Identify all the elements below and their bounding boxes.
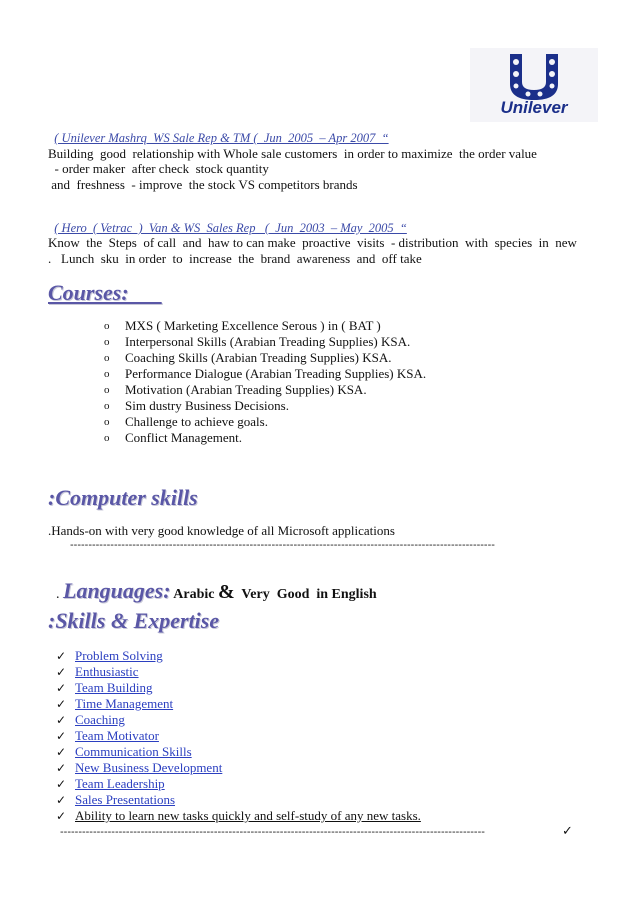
list-item: [56, 728, 421, 744]
list-item: [56, 696, 421, 712]
skill-link[interactable]: Sales Presentations: [75, 792, 176, 807]
bullet-icon: o: [104, 416, 110, 428]
skill-link[interactable]: Problem Solving: [75, 648, 163, 663]
bullet-icon: o: [104, 336, 110, 348]
list-item: [104, 334, 426, 350]
course-label: Interpersonal Skills (Arabian Treading Supplies) KSA.: [125, 334, 411, 349]
checkmark-icon: ✓: [56, 745, 67, 759]
checkmark-icon: ✓: [562, 824, 573, 839]
course-label: Motivation (Arabian Treading Supplies) KSA.: [125, 382, 367, 397]
job-desc-line: Building good relationship with Whole sale customers in order to maximize the order value: [48, 146, 537, 161]
checkmark-icon: ✓: [56, 761, 67, 775]
languages-prefix: .: [56, 587, 63, 602]
job-desc-line: Know the Steps of call and haw to can make proactive visits - distribution with species in new: [48, 235, 577, 250]
list-item: [104, 430, 426, 446]
skills-list: [56, 648, 421, 824]
bullet-icon: o: [104, 320, 110, 332]
job-desc-line: - order maker after check stock quantity: [48, 161, 269, 176]
list-item: [104, 318, 426, 334]
unilever-logo: [470, 48, 598, 122]
bullet-icon: o: [104, 432, 110, 444]
languages-line: [48, 560, 377, 604]
list-item: [56, 808, 421, 824]
course-label: Sim dustry Business Decisions.: [125, 398, 289, 413]
job-desc-line: . Lunch sku in order to increase the brand awareness and off take: [48, 251, 422, 266]
languages-heading: Languages:: [63, 578, 171, 603]
course-label: Challenge to achieve goals.: [125, 414, 268, 429]
bullet-icon: o: [104, 352, 110, 364]
skill-link[interactable]: Ability to learn new tasks quickly and self-study of any new tasks.: [75, 808, 421, 823]
computer-skills-text: .Hands-on with very good knowledge of all Microsoft applications: [48, 523, 395, 538]
job-title-unilever: [48, 116, 389, 146]
skills-heading: :Skills & Expertise: [48, 608, 220, 633]
list-item: [56, 664, 421, 680]
languages-ampersand: &: [218, 581, 235, 603]
list-item: [104, 414, 426, 430]
skill-link[interactable]: Communication Skills: [75, 744, 192, 759]
list-item: [56, 648, 421, 664]
checkmark-icon: ✓: [56, 697, 67, 711]
skill-link[interactable]: Team Building: [75, 680, 153, 695]
logo-wordmark: Unilever: [500, 98, 568, 117]
skill-link[interactable]: Enthusiastic: [75, 664, 139, 679]
checkmark-icon: ✓: [56, 793, 67, 807]
list-item: [56, 760, 421, 776]
course-label: Performance Dialogue (Arabian Treading Supplies) KSA.: [125, 366, 427, 381]
list-item: [56, 680, 421, 696]
divider: --------------------------------------------------------------------------------------------------------------------: [70, 539, 495, 551]
courses-list: [104, 318, 426, 446]
skill-link[interactable]: New Business Development: [75, 760, 223, 775]
skill-link[interactable]: Time Management: [75, 696, 174, 711]
checkmark-icon: ✓: [56, 809, 67, 823]
course-label: Conflict Management.: [125, 430, 242, 445]
checkmark-icon: ✓: [56, 713, 67, 727]
checkmark-icon: ✓: [56, 681, 67, 695]
course-label: MXS ( Marketing Excellence Serous ) in ( BAT ): [125, 318, 381, 333]
list-item: [56, 792, 421, 808]
list-item: [56, 776, 421, 792]
job-title-text: ( Unilever Mashrq WS Sale Rep & TM ( Jun 2005 – Apr 2007 “: [54, 131, 389, 145]
checkmark-icon: ✓: [56, 649, 67, 663]
job-title-text: ( Hero ( Vetrac ) Van & WS Sales Rep ( Jun 2003 – May 2005 “: [54, 221, 407, 235]
bullet-icon: o: [104, 368, 110, 380]
skill-link[interactable]: Coaching: [75, 712, 125, 727]
languages-text: Very Good in English: [234, 587, 377, 602]
list-item: [104, 398, 426, 414]
course-label: Coaching Skills (Arabian Treading Supplies) KSA.: [125, 350, 392, 365]
list-item: [104, 382, 426, 398]
courses-heading: Courses:: [48, 280, 162, 305]
list-item: [104, 366, 426, 382]
bullet-icon: o: [104, 384, 110, 396]
skill-link[interactable]: Team Leadership: [75, 776, 165, 791]
list-item: [56, 744, 421, 760]
checkmark-icon: ✓: [56, 665, 67, 679]
job-desc-line: and freshness - improve the stock VS competitors brands: [48, 177, 358, 192]
list-item: [104, 350, 426, 366]
bullet-icon: o: [104, 400, 110, 412]
divider: --------------------------------------------------------------------------------------------------------------------: [60, 826, 485, 838]
list-item: [56, 712, 421, 728]
checkmark-icon: ✓: [56, 777, 67, 791]
job-title-hero: [48, 206, 407, 236]
skill-link[interactable]: Team Motivator: [75, 728, 159, 743]
checkmark-icon: ✓: [56, 729, 67, 743]
computer-skills-heading: :Computer skills: [48, 485, 198, 510]
languages-text: Arabic: [170, 587, 219, 602]
